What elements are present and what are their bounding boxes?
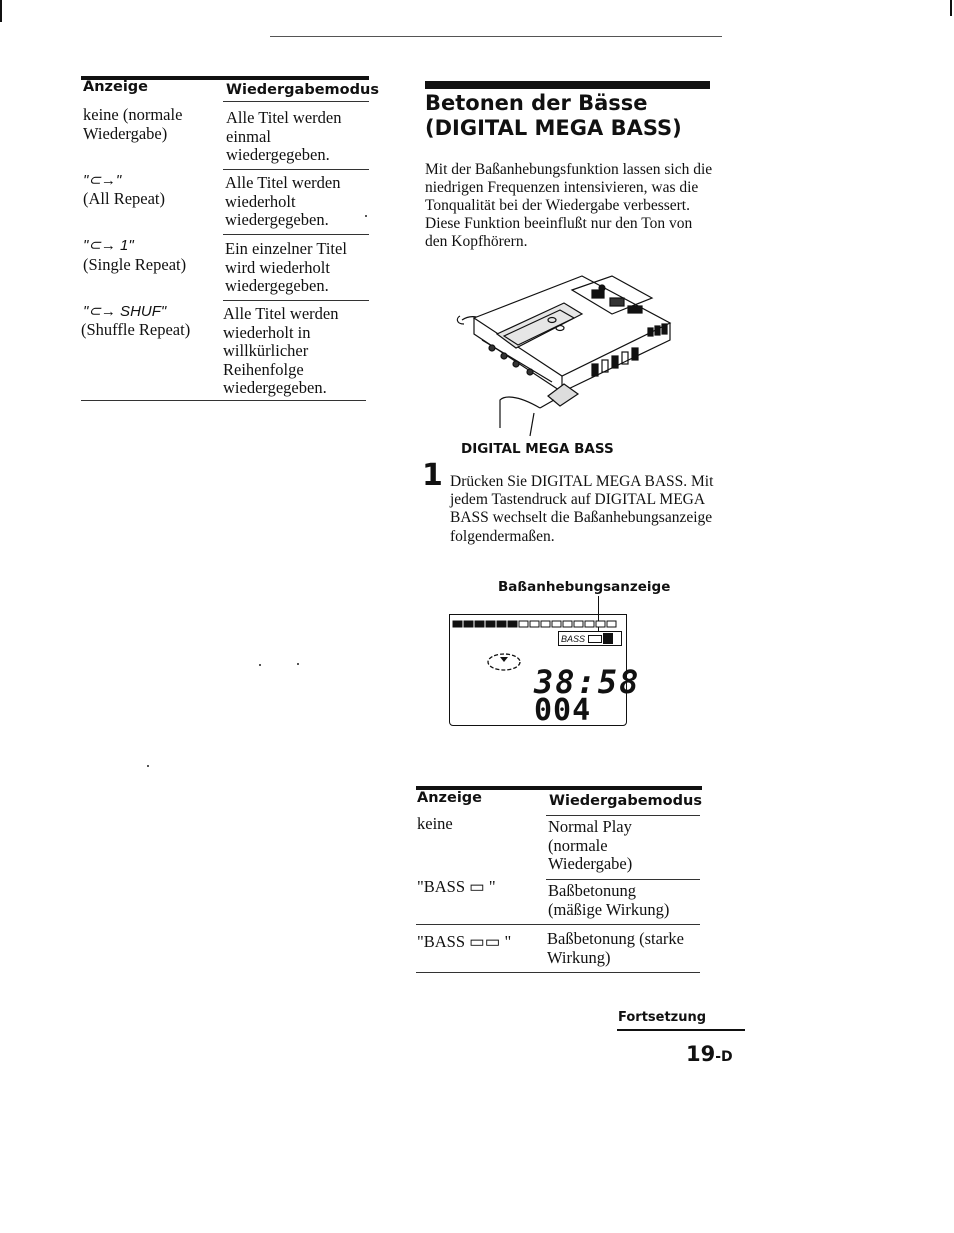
- display-cell: "BASS ▭ ": [417, 877, 496, 896]
- play-mode-table: [81, 76, 379, 406]
- mode-cell: Ein einzelner Titel wird wiederholt wiedergegeben.: [225, 239, 347, 295]
- bass-indicator-label: BASS: [561, 633, 586, 644]
- section-title: Betonen der Bässe (DIGITAL MEGA BASS): [425, 91, 682, 140]
- display-cell: (Shuffle Repeat): [81, 320, 191, 339]
- mode-cell: Baßbetonung (mäßige Wirkung): [548, 881, 670, 919]
- scan-speck: [147, 765, 149, 767]
- table-header-mode: Wiedergabemodus: [226, 82, 379, 98]
- scan-speck: [259, 664, 261, 666]
- repeat-all-symbol: "⊂→": [83, 172, 122, 189]
- bass-indicator-caption: Baßanhebungsanzeige: [498, 579, 671, 595]
- page-edge-mark: [0, 0, 2, 22]
- device-caption: DIGITAL MEGA BASS: [461, 441, 614, 457]
- step-text: Drücken Sie DIGITAL MEGA BASS. Mit jedem Tastendruck auf DIGITAL MEGA BASS wechselt die Baßanhebungsanzeige folgendermaßen.: [450, 473, 714, 545]
- table-header-display: Anzeige: [83, 79, 149, 95]
- elapsed-time: 38:58: [534, 663, 641, 701]
- mode-cell: Normal Play (normale Wiedergabe): [548, 817, 633, 873]
- page-edge-mark: [950, 0, 952, 16]
- scan-speck: [365, 215, 367, 217]
- step-number: 1: [422, 458, 443, 493]
- repeat-single-symbol: "⊂→ 1": [83, 237, 134, 254]
- page-number: 19-D: [686, 1042, 733, 1066]
- continued-rule: [617, 1029, 745, 1031]
- display-cell: "BASS ▭▭ ": [417, 932, 512, 951]
- display-cell: (Single Repeat): [83, 255, 187, 274]
- mode-cell: Alle Titel werden einmal wiedergegeben.: [226, 108, 342, 164]
- repeat-shuffle-symbol: "⊂→ SHUF": [83, 303, 167, 320]
- bass-bar-2-icon: [603, 633, 613, 644]
- intro-paragraph: Mit der Baßanhebungsfunktion lassen sich die niedrigen Frequenzen intensivieren, was die Tonqualität bei der Wiedergabe verbessert. Diese Funktion beeinflußt nur den Ton von den Kopfhörern.: [425, 161, 713, 250]
- level-meter: [452, 618, 622, 630]
- disc-icon: [486, 651, 522, 673]
- section-bar: [425, 81, 710, 89]
- bass-indicator: [558, 631, 622, 646]
- display-cell: keine (normale Wiedergabe): [83, 105, 183, 143]
- mode-cell: Alle Titel werden wiederholt wiedergegeben.: [225, 173, 341, 229]
- track-number: 004: [534, 693, 592, 728]
- bass-mode-table: [416, 786, 706, 976]
- display-cell: keine: [417, 814, 453, 833]
- scan-speck: [297, 663, 299, 665]
- continued-label: Fortsetzung: [618, 1010, 707, 1025]
- bass-bar-1-icon: [588, 635, 602, 643]
- display-cell: (All Repeat): [83, 189, 166, 208]
- minidisc-player-illustration: [452, 268, 682, 440]
- mode-cell: Baßbetonung (starke Wirkung): [547, 929, 685, 967]
- mode-cell: Alle Titel werden wiederholt in willkürlicher Reihenfolge wiedergegeben.: [223, 304, 339, 397]
- table-header-display: Anzeige: [417, 790, 483, 806]
- table-header-mode: Wiedergabemodus: [549, 793, 702, 809]
- header-rule: [270, 36, 722, 37]
